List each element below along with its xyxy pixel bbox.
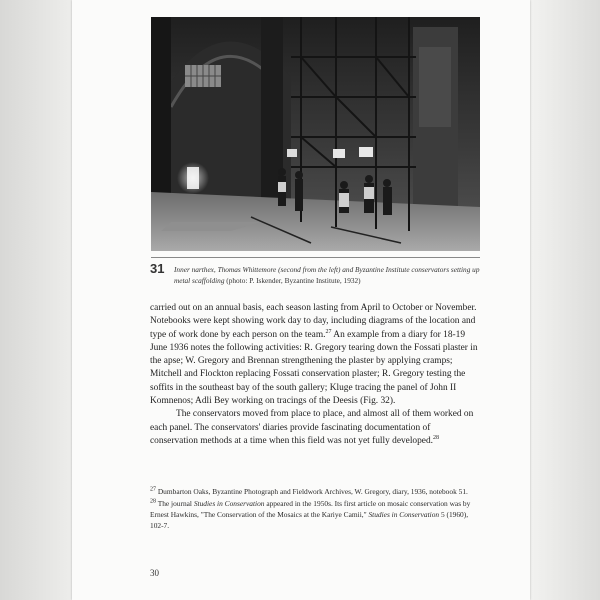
page-number: 30 xyxy=(150,568,159,578)
figure-number: 31 xyxy=(150,261,165,276)
body-text xyxy=(150,302,480,448)
caption-italic: Inner narthex, Thomas Whittemore (second from the left) and Byzantine Institute conservators setting up metal scaffolding xyxy=(174,265,480,285)
figure-photograph xyxy=(151,17,480,251)
footnote-28-text-c: 5 (1960), 102-7. xyxy=(150,510,469,530)
footnote-28-journal-2: Studies in Conservation xyxy=(368,510,440,519)
footnotes xyxy=(150,486,480,532)
footnote-28-text-a: The journal xyxy=(156,499,194,508)
figure-caption xyxy=(174,264,480,286)
caption-rule xyxy=(151,257,480,258)
footnote-27-text: Dumbarton Oaks, Byzantine Photograph and Fieldwork Archives, W. Gregory, diary, 1936, notebook 51. xyxy=(156,487,468,496)
book-edge-shadow xyxy=(530,0,600,600)
paragraph-2-text: The conservators moved from place to place, and almost all of them worked on each panel. The conservators' diaries provide fascinating documentation of conservation methods at a time when this field was not yet fully developed. xyxy=(150,409,474,446)
footnote-28-journal: Studies in Conservation xyxy=(193,499,265,508)
paragraph-1 xyxy=(150,302,480,408)
footnote-ref-28[interactable]: 28 xyxy=(433,434,440,441)
caption-credit: (photo: P. Iskender, Byzantine Institute, 1932) xyxy=(224,276,361,285)
footnote-28 xyxy=(150,498,480,531)
footnote-27 xyxy=(150,486,480,497)
paragraph-1-part-a: carried out on an annual basis, each season lasting from April to October or November. Notebooks were kept showing work day to day, including diagrams of the location and type of work done by each person on the team. xyxy=(150,303,477,340)
footnote-28-mark: 28 xyxy=(150,498,156,505)
footnote-28-text-b: appeared in the 1950s. Its first article on mosaic conservation was by Ernest Hawkins, "The Conservation of the Mosaics at the Kariye Camii," xyxy=(150,499,471,519)
paragraph-2 xyxy=(150,408,480,448)
footnote-27-mark: 27 xyxy=(150,486,156,493)
footnote-ref-27[interactable]: 27 xyxy=(325,328,332,335)
scaffolding-photo-illustration xyxy=(151,17,480,251)
paragraph-1-part-b: An example from a diary for 18-19 June 1936 notes the following activities: R. Gregory tearing down the Fossati plaster in the apse; W. Gregory and Brennan strengthening the plaster by applying cramps; Mitchell and Flockton replacing Fossati conservation plaster; R. Gregory testing the soffits in the southeast bay of the south gallery; Kluge tracing the panel of John II Komnenos; Adli Bey working on tracings of the Deesis (Fig. 32). xyxy=(150,329,478,407)
book-gutter-shadow xyxy=(0,0,72,600)
